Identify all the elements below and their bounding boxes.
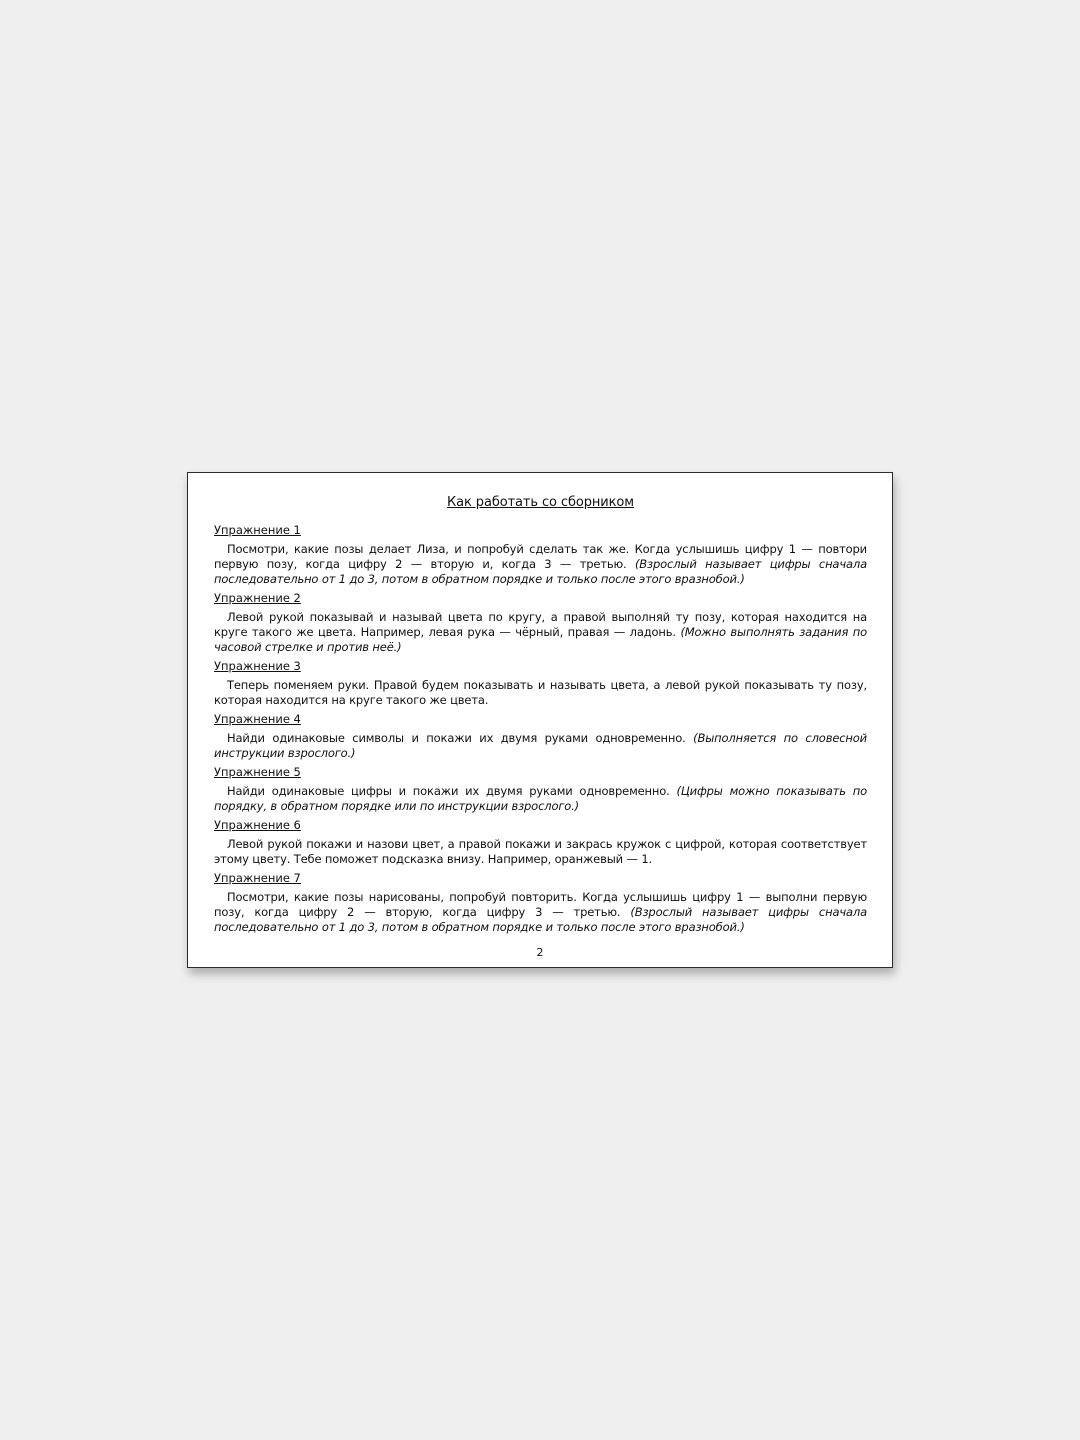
exercise-1 bbox=[214, 523, 867, 587]
exercise-note: (Взрослый называет цифры сначала последовательно от 1 до 3, потом в обратном порядке и только после этого вразнобой.) bbox=[214, 905, 867, 934]
exercise-2 bbox=[214, 591, 867, 655]
exercise-instruction: Найди одинаковые цифры и покажи их двумя руками одновременно. bbox=[227, 784, 670, 798]
exercise-7 bbox=[214, 871, 867, 935]
exercise-instruction: Левой рукой показывай и называй цвета по кругу, а правой выполняй ту позу, которая находится на круге такого же цвета. Например, левая рука — чёрный, правая — ладонь. bbox=[214, 610, 867, 639]
exercise-5 bbox=[214, 765, 867, 814]
exercise-note: (Выполняется по словесной инструкции взрослого.) bbox=[214, 731, 867, 760]
exercise-instruction: Посмотри, какие позы нарисованы, попробуй повторить. Когда услышишь цифру 1 — выполни первую позу, когда цифру 2 — вторую, когда цифру 3 — третью. bbox=[214, 890, 867, 919]
exercise-heading: Упражнение 5 bbox=[214, 765, 301, 779]
exercise-heading: Упражнение 7 bbox=[214, 871, 301, 885]
exercise-3 bbox=[214, 659, 867, 708]
page-title: Как работать со сборником bbox=[447, 495, 634, 510]
exercise-text bbox=[214, 731, 867, 761]
exercise-heading: Упражнение 6 bbox=[214, 818, 301, 832]
exercise-heading: Упражнение 4 bbox=[214, 712, 301, 726]
exercise-text bbox=[214, 784, 867, 814]
exercise-instruction: Найди одинаковые символы и покажи их двумя руками одновременно. bbox=[227, 731, 686, 745]
exercise-text bbox=[214, 542, 867, 587]
exercise-instruction: Посмотри, какие позы делает Лиза, и попробуй сделать так же. Когда услышишь цифру 1 — повтори первую позу, когда цифру 2 — вторую и, когда 3 — третью. bbox=[214, 542, 867, 571]
exercise-text bbox=[214, 610, 867, 655]
exercise-note: (Можно выполнять задания по часовой стрелке и против неё.) bbox=[214, 625, 867, 654]
exercise-heading: Упражнение 1 bbox=[214, 523, 301, 537]
document-page bbox=[187, 472, 893, 968]
exercise-note: (Цифры можно показывать по порядку, в обратном порядке или по инструкции взрослого.) bbox=[214, 784, 867, 813]
exercise-heading: Упражнение 2 bbox=[214, 591, 301, 605]
exercise-text bbox=[214, 678, 867, 708]
exercise-heading: Упражнение 3 bbox=[214, 659, 301, 673]
exercise-4 bbox=[214, 712, 867, 761]
exercise-note: (Взрослый называет цифры сначала последовательно от 1 до 3, потом в обратном порядке и только после этого вразнобой.) bbox=[214, 557, 867, 586]
exercise-instruction: Теперь поменяем руки. Правой будем показывать и называть цвета, а левой рукой показывать ту позу, которая находится на круге такого же цвета. bbox=[214, 678, 867, 707]
exercise-instruction: Левой рукой покажи и назови цвет, а правой покажи и закрась кружок с цифрой, которая соответствует этому цвету. Тебе поможет подсказка внизу. Например, оранжевый — 1. bbox=[214, 837, 867, 866]
exercise-text bbox=[214, 890, 867, 935]
exercise-6 bbox=[214, 818, 867, 867]
page-number: 2 bbox=[536, 946, 544, 959]
exercise-text bbox=[214, 837, 867, 867]
